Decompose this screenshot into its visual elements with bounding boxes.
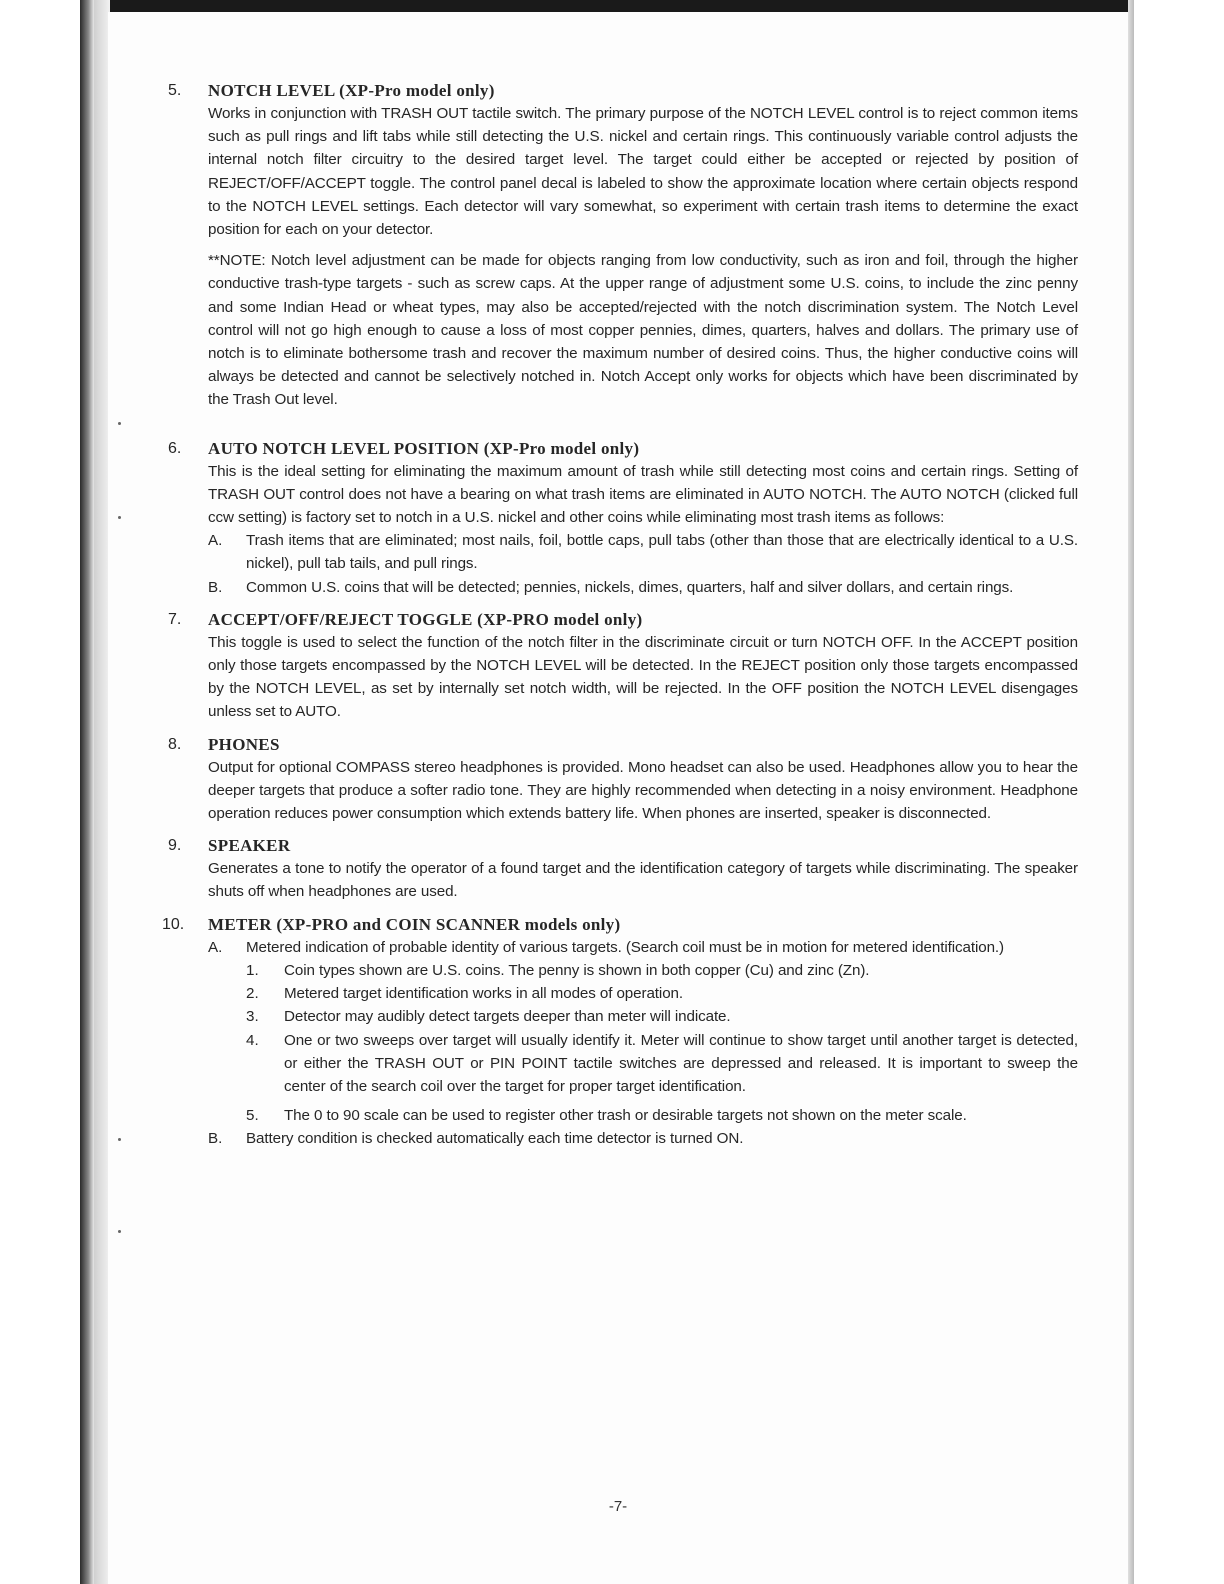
manual-page	[108, 12, 1128, 1584]
section-title: NOTCH LEVEL (XP-Pro model only)	[208, 81, 495, 100]
section-auto-notch	[168, 438, 1078, 599]
sub-list-item	[246, 982, 1078, 1005]
section-paragraph: Generates a tone to notify the operator of a found target and the identification category of targets while discriminating. The speaker shuts off when headphones are used.	[208, 860, 1078, 901]
punch-mark	[118, 422, 121, 425]
scan-top-border	[80, 0, 1134, 12]
section-title: PHONES	[208, 734, 280, 754]
sub-list-item	[246, 1029, 1078, 1099]
page-content	[162, 80, 1078, 1161]
item-label: 3.	[246, 1008, 259, 1026]
note-paragraph: **NOTE: Notch level adjustment can be made for objects ranging from low conductivity, such as iron and foil, through the higher conductive trash-type targets - such as screw caps. At the upper range of adjustment some U.S. coins, to include the zinc penny and some Indian Head or wheat types, may also be accepted/rejected with the notch discrimination system. The Notch Level control will not go high enough to cause a loss of most copper pennies, dimes, quarters, halves and dollars. The primary use of notch is to eliminate bothersome trash and recover the maximum number of desired coins. Thus, the higher conductive coins will always be detected and cannot be selectively notched in. Notch Accept only works for objects which have been discriminated by the Trash Out level.	[208, 252, 1078, 409]
list-item	[208, 936, 1078, 959]
sub-list-item	[246, 959, 1078, 982]
punch-mark	[118, 1138, 121, 1141]
item-label: A.	[208, 532, 223, 550]
item-text: One or two sweeps over target will usually identify it. Meter will continue to show target until another target is detected, or either the TRASH OUT or PIN POINT tactile switches are depressed and released. It is important to sweep the center of the search coil over the target for proper target identification.	[284, 1031, 1078, 1095]
item-text: Trash items that are eliminated; most nails, foil, bottle caps, pull tabs (other than those that are electrically identical to a U.S. nickel), pull tab tails, and pull rings.	[246, 532, 1078, 573]
list-item	[208, 529, 1078, 575]
item-label: B.	[208, 1130, 223, 1148]
section-notch-level	[168, 80, 1078, 412]
item-label: A.	[208, 938, 223, 956]
punch-mark	[118, 1230, 121, 1233]
item-text: Detector may audibly detect targets deeper than meter will indicate.	[284, 1008, 731, 1026]
section-number: 6.	[168, 439, 182, 457]
item-text: Metered indication of probable identity of various targets. (Search coil must be in motion for metered identification.)	[246, 938, 1004, 956]
item-label: 4.	[246, 1031, 259, 1049]
section-title: ACCEPT/OFF/REJECT TOGGLE (XP-PRO model only)	[208, 609, 643, 629]
section-number: 7.	[168, 610, 182, 628]
scan-right-edge	[1128, 0, 1134, 1584]
section-title: METER (XP-PRO and COIN SCANNER models only)	[208, 914, 621, 934]
sub-list-item	[246, 1005, 1078, 1028]
item-label: 1.	[246, 961, 259, 979]
item-label: B.	[208, 578, 223, 596]
list-item	[208, 576, 1078, 599]
item-text: Common U.S. coins that will be detected; pennies, nickels, dimes, quarters, half and silver dollars, and certain rings.	[246, 578, 1014, 596]
section-paragraph: Works in conjunction with TRASH OUT tactile switch. The primary purpose of the NOTCH LEVEL control is to reject common items such as pull rings and lift tabs while still detecting the U.S. nickel and certain rings. This continuously variable control adjusts the internal notch filter circuitry to the desired target level. The target could either be accepted or rejected by position of REJECT/OFF/ACCEPT toggle. The control panel decal is labeled to show the approximate location where certain objects respond to the NOTCH LEVEL settings. Each detector will vary somewhat, so experiment with certain trash items to determine the exact position for each on your detector.	[208, 105, 1078, 239]
section-phones	[168, 734, 1078, 826]
section-accept-toggle	[168, 609, 1078, 724]
sub-list-item	[246, 1104, 1078, 1127]
section-number: 10.	[162, 915, 185, 933]
list-item	[208, 1127, 1078, 1150]
item-text: Metered target identification works in all modes of operation.	[284, 985, 684, 1003]
page-number: -7-	[608, 1498, 628, 1515]
item-text: Battery condition is checked automatically each time detector is turned ON.	[246, 1130, 744, 1148]
item-label: 5.	[246, 1107, 259, 1125]
section-title: SPEAKER	[208, 836, 291, 856]
section-paragraph: Output for optional COMPASS stereo headphones is provided. Mono headset can also be used. Headphones allow you to hear the deeper targets that produce a softer radio tone. They are highly recommended when detecting in a noisy environment. Headphone operation reduces power consumption which extends battery life. When phones are inserted, speaker is disconnected.	[208, 758, 1078, 823]
section-paragraph: This is the ideal setting for eliminating the maximum amount of trash while still detecting most coins and certain rings. Setting of TRASH OUT control does not have a bearing on what trash items are eliminated in AUTO NOTCH. The AUTO NOTCH (clicked full ccw setting) is factory set to notch in a U.S. nickel and other coins while eliminating most trash items as follows:	[208, 462, 1078, 527]
section-paragraph: This toggle is used to select the function of the notch filter in the discriminate circuit or turn NOTCH OFF. In the ACCEPT position only those targets encompassed by the NOTCH LEVEL will be detected. In the REJECT position only those targets encompassed by the NOTCH LEVEL, as set by internally set notch width, will be rejected. In the OFF position the NOTCH LEVEL disengages unless set to AUTO.	[208, 633, 1078, 721]
section-number: 8.	[168, 735, 182, 753]
section-number: 9.	[168, 837, 182, 855]
section-title: AUTO NOTCH LEVEL POSITION (XP-Pro model only)	[208, 438, 640, 458]
item-text: Coin types shown are U.S. coins. The penny is shown in both copper (Cu) and zinc (Zn).	[284, 961, 870, 979]
item-label: 2.	[246, 985, 259, 1003]
item-text: The 0 to 90 scale can be used to register other trash or desirable targets not shown on the meter scale.	[284, 1107, 967, 1125]
section-number: 5.	[168, 82, 182, 99]
scan-binding-shadow	[80, 0, 94, 1584]
punch-mark	[118, 516, 121, 519]
section-speaker	[168, 835, 1078, 903]
section-meter	[162, 914, 1078, 1151]
